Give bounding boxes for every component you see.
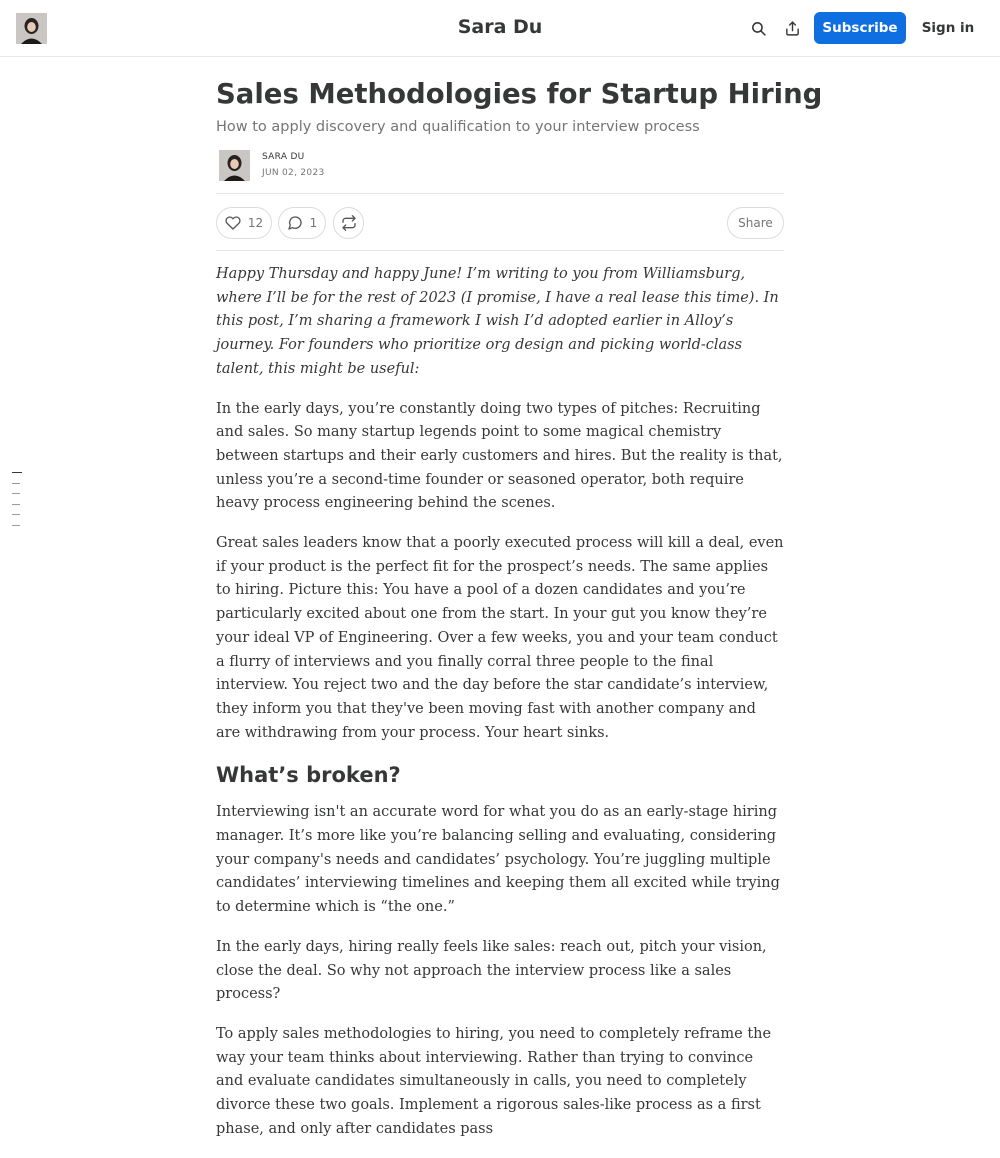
like-button[interactable] — [216, 207, 272, 239]
body-paragraph: In the early days, hiring really feels like sales: reach out, pitch your vision, close the deal. So why not approach the interview process like a sales process? — [216, 938, 767, 1003]
table-of-contents-indicator[interactable] — [12, 472, 24, 535]
body-paragraph: Interviewing isn't an accurate word for what you do as an early-stage hiring manager. It’s more like you’re balancing selling and evaluating, considering your company's needs and candidates’ psychology. You’re juggling multiple candidates’ interviewing timelines and keeping them all excited while trying to determine which is “the one.” — [216, 804, 780, 916]
restack-button[interactable] — [333, 207, 364, 239]
toc-mark[interactable] — [12, 472, 22, 473]
divider — [216, 193, 784, 194]
post-title: Sales Methodologies for Startup Hiring — [216, 78, 823, 110]
post-date: JUN 02, 2023 — [262, 168, 325, 178]
body-paragraph: Great sales leaders know that a poorly executed process will kill a deal, even if your product is the perfect fit for the prospect’s needs. The same applies to hiring. Picture this: You have a pool of a dozen candidates and you’re particularly excited about one from the start. In your gut you know they’re your ideal VP of Engineering. Over a few weeks, you and your team conduct a flurry of interviews and you finally corral three people to the final interview. You reject two and the day before the star candidate’s interview, they inform you that they've been moving fast with another company and are withdrawing from your process. Your heart sinks. — [216, 535, 784, 741]
comment-button[interactable] — [278, 207, 326, 239]
post-body — [216, 263, 784, 1158]
subscribe-button[interactable]: Subscribe — [814, 12, 906, 44]
like-count: 12 — [247, 216, 264, 230]
share-button[interactable] — [727, 207, 784, 239]
comment-bubble-icon — [287, 215, 303, 231]
heart-icon — [225, 215, 241, 231]
toc-mark[interactable] — [12, 493, 20, 494]
top-navigation-bar — [0, 0, 1000, 57]
toc-mark[interactable] — [12, 514, 20, 515]
author-photo-icon — [219, 150, 250, 181]
author-avatar[interactable] — [219, 150, 250, 181]
publication-name[interactable]: Sara Du — [457, 16, 543, 38]
restack-icon — [341, 215, 357, 231]
intro-paragraph: Happy Thursday and happy June! I’m writing to you from Williamsburg, where I’ll be for the rest of 2023 (I promise, I have a real lease this time). In this post, I’m sharing a framework I wish I’d adopted earlier in Alloy’s journey. For founders who prioritize org design and picking world-class talent, this might be useful: — [216, 266, 779, 377]
sign-in-button[interactable]: Sign in — [921, 20, 975, 36]
toc-mark[interactable] — [12, 483, 20, 484]
search-icon[interactable] — [747, 17, 769, 39]
body-paragraph: To apply sales methodologies to hiring, you need to completely reframe the way your team thinks about interviewing. Rather than trying to convince and evaluate candidates simultaneously in calls, you need to completely divorce these two goals. Implement a rigorous sales-like process as a first phase, and only after candidates pass — [216, 1025, 772, 1137]
section-heading: What’s broken? — [216, 763, 401, 788]
author-name[interactable]: SARA DU — [262, 152, 305, 162]
body-paragraph: In the early days, you’re constantly doing two types of pitches: Recruiting and sales. So many startup legends point to some magical chemistry between startups and their early customers and hires. But the reality is that, unless you’re a second-time founder or seasoned operator, both require heavy process engineering behind the scenes. — [216, 400, 783, 512]
comment-count: 1 — [309, 216, 318, 230]
divider — [216, 250, 784, 251]
share-label: Share — [738, 216, 773, 230]
post-subtitle: How to apply discovery and qualification to your interview process — [216, 119, 700, 135]
toc-mark[interactable] — [12, 525, 20, 526]
share-upload-icon[interactable] — [781, 17, 803, 39]
toc-mark[interactable] — [12, 504, 20, 505]
